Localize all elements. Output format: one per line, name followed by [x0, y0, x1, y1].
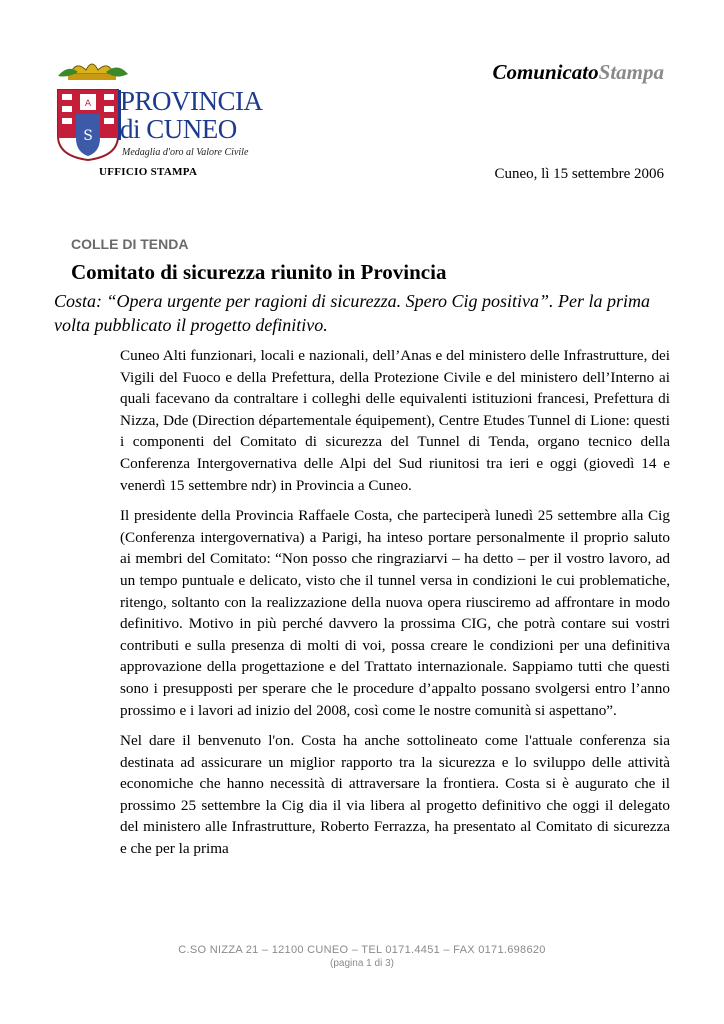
article-subtitle: Costa: “Opera urgente per ragioni di sicurezza. Spero Cig positiva”. Per la prima volta pubblicato il progetto definitivo. — [54, 291, 650, 335]
svg-text:A: A — [84, 99, 92, 109]
logo-wordmark-line2: di CUNEO — [120, 114, 237, 144]
logo-wordmark-line1: PROVINCIA — [120, 86, 263, 116]
comunicato-stampa-heading — [492, 60, 664, 85]
ufficio-stampa-label: UFFICIO STAMPA — [99, 166, 198, 178]
article-paragraph-2: Il presidente della Provincia Raffaele Costa, che parteciperà lunedì 25 settembre alla Cig (Conferenza intergovernativa) a Parigi, ha inteso portare personalmente il proprio saluto ai membri del Comitato: “Non posso che ringraziarvi – ha detto – per il vostro lavoro, ad un tempo puntuale e delicato, visto che il tunnel versa in condizioni le cui problematiche, ritengo, soltanto con la realizzazione della nuova opera riusciremo ad affrontare in modo definitivo. Motivo in più perché davvero la prossima CIG, che potrà contare sui vostri contributi e sulla presenza di molti di voi, possa creare le condizioni per una definitiva approvazione della progettazione e del Trattato internazionale. Sappiamo tutti che questi sono i presupposti per sperare che le procedure d’appalto possano svolgersi entro l’anno prossimo e i lavori ad inizio del 2008, così come le nostre comunità si aspettano”. — [120, 507, 670, 719]
press-release-date: Cuneo, lì 15 settembre 2006 — [494, 166, 664, 182]
article-body — [120, 345, 670, 869]
comunicato-word: Comunicato — [492, 60, 599, 84]
article-paragraph-1: Cuneo Alti funzionari, locali e nazionali, dell’Anas e del ministero delle Infrastrutture, dei Vigili del Fuoco e della Prefettura, della Protezione Civile e del ministero dell’Interno ai quali facevano da contraltare i colleghi delle equivalenti istituzioni francesi, Prefettura di Nizza, Dde (Direction départementale équipement), Centre Etudes Tunnel di Lione: questi i componenti del Comitato di sicurezza del Tunnel di Tenda, organo tecnico della Conferenza Intergovernativa delle Alpi del Sud riunitosi tra ieri e oggi (giovedì 14 e venerdì 15 settembre ndr) in Provincia a Cuneo. — [120, 347, 670, 494]
logo-medal-caption: Medaglia d'oro al Valore Civile — [122, 147, 249, 158]
article-paragraph-3: Nel dare il benvenuto l'on. Costa ha anche sottolineato come l'attuale conferenza sia destinata ad assicurare un miglior rapporto tra la sicurezza e lo sviluppo delle attività economiche che hanno necessità di attraversare la frontiera. Costa si è augurato che il prossimo 25 settembre la Cig dia il via libera al progetto definitivo che oggi il delegato del ministero alle Infrastrutture, Roberto Ferrazza, ha presentato al Comitato di sicurezza e che per la prima — [120, 732, 670, 858]
svg-text:S: S — [83, 128, 93, 144]
stampa-word: Stampa — [598, 60, 664, 84]
article-kicker: COLLE DI TENDA — [71, 236, 189, 252]
footer-address: C.SO NIZZA 21 – 12100 CUNEO – TEL 0171.4451 – FAX 0171.698620 — [178, 944, 546, 956]
article-title: Comitato di sicurezza riunito in Provincia — [71, 260, 447, 284]
footer-page-number: (pagina 1 di 3) — [330, 958, 394, 969]
page-footer — [0, 944, 724, 969]
